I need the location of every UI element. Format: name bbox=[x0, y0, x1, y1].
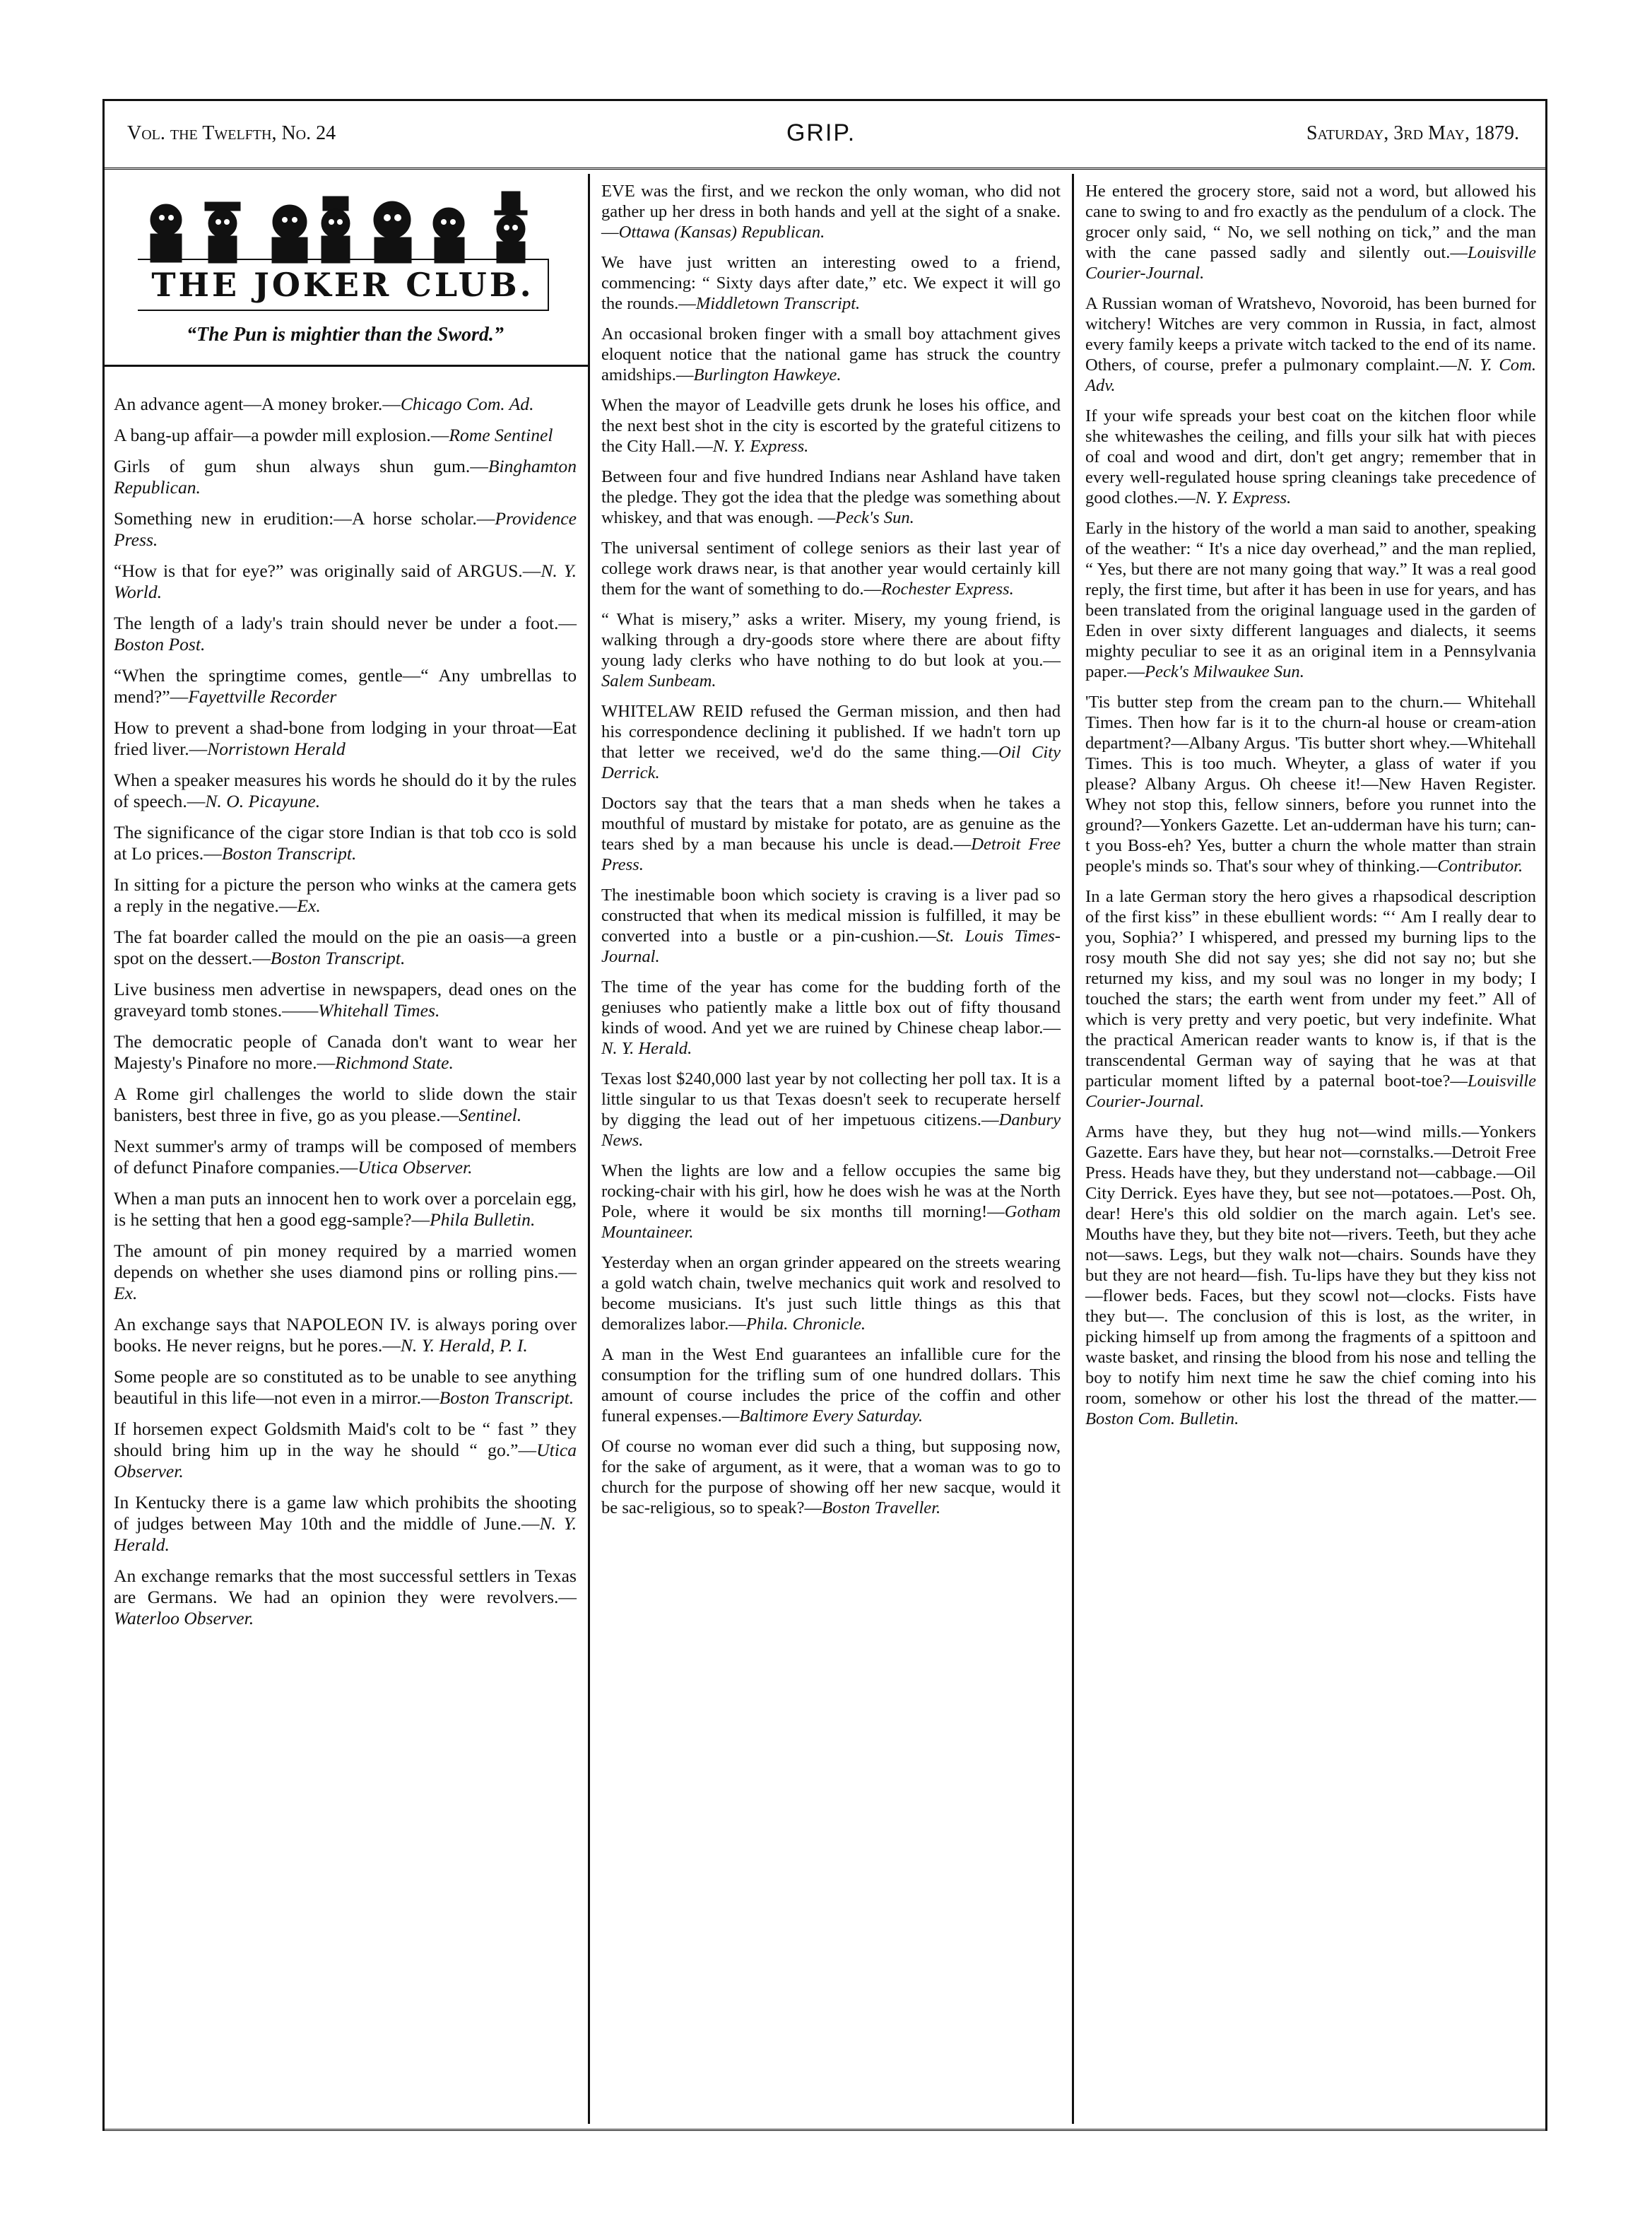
article-text: Between four and five hundred Indians near Ashland have taken the pledge. They got the idea that the pledge was something about whiskey, and that was enough. — bbox=[601, 467, 1061, 527]
article-text: Live business men advertise in newspapers, dead ones on the graveyard tomb stones.—— bbox=[114, 979, 577, 1021]
article-text: A Russian woman of Wratshevo, Novoroid, has been burned for witchery! Witches are very common in Russia, in fact, almost every family keeps a private witch tacked to the end of its name. Others, of course, prefer a pulmonary complaint.— bbox=[1085, 294, 1536, 375]
article-paragraph bbox=[601, 793, 1061, 875]
article-text: When a speaker measures his words he should do it by the rules of speech.— bbox=[114, 770, 577, 811]
article-paragraph bbox=[601, 1436, 1061, 1518]
article-paragraph bbox=[601, 609, 1061, 691]
article-source: Utica Observer. bbox=[358, 1157, 473, 1177]
article-text: In sitting for a picture the person who winks at the camera gets a reply in the negative.— bbox=[114, 874, 577, 916]
column-1 bbox=[102, 174, 590, 2124]
article-paragraph bbox=[601, 324, 1061, 385]
article-text: The universal sentiment of college seniors as their last year of college work draws near, is that another year would certainly kill them for the want of something to do.— bbox=[601, 539, 1061, 599]
article-text: When the lights are low and a fellow occupies the same big rocking-chair with his girl, how he does wish he was at the North Pole, where it would be six months till morning!— bbox=[601, 1161, 1061, 1221]
article-paragraph bbox=[114, 1083, 577, 1126]
article-text: In Kentucky there is a game law which prohibits the shooting of judges between May 10th and the middle of June.— bbox=[114, 1492, 577, 1534]
article-text: Some people are so constituted as to be unable to see anything beautiful in this life—not even in a mirror.— bbox=[114, 1366, 577, 1408]
article-paragraph bbox=[601, 538, 1061, 599]
article-paragraph bbox=[601, 1161, 1061, 1243]
article-source: Rochester Express. bbox=[881, 580, 1014, 599]
article-source: Boston Traveller. bbox=[822, 1498, 941, 1517]
column-3 bbox=[1074, 174, 1547, 2124]
frame-bottom-rule bbox=[102, 2125, 1547, 2131]
article-paragraph bbox=[114, 927, 577, 969]
article-paragraph bbox=[114, 1240, 577, 1304]
article-source: N. Y. Express. bbox=[712, 437, 809, 456]
article-source: Boston Transcript. bbox=[221, 843, 357, 864]
article-source: Ottawa (Kansas) Republican. bbox=[618, 223, 825, 242]
article-source: Rome Sentinel bbox=[449, 425, 553, 445]
article-source: Middletown Transcript. bbox=[695, 294, 861, 313]
article-text: If your wife spreads your best coat on the kitchen floor while she whitewashes the ceiling, and fills your silk hat with pieces of coal and wood and dirt, don't get angry; remember that in every well-regulated house spring cleanings take precedence of good clothes.— bbox=[1085, 406, 1536, 507]
article-paragraph bbox=[114, 770, 577, 812]
article-paragraph bbox=[601, 1344, 1061, 1426]
article-paragraph bbox=[1085, 886, 1536, 1112]
article-source: Louisville Courier-Journal. bbox=[1085, 1071, 1536, 1111]
article-text: Yesterday when an organ grinder appeared on the streets wearing a gold watch chain, twelve mechanics quit work and resolved to become musicians. It's just such little things as this that demoralizes labor.— bbox=[601, 1253, 1061, 1334]
article-source: Baltimore Every Saturday. bbox=[739, 1406, 924, 1426]
columns bbox=[102, 174, 1547, 2124]
article-paragraph bbox=[114, 1419, 577, 1482]
article-source: Contributor. bbox=[1437, 857, 1523, 876]
article-paragraph bbox=[601, 1252, 1061, 1334]
article-paragraph bbox=[114, 613, 577, 655]
article-text: The length of a lady's train should never be under a foot.— bbox=[114, 613, 577, 633]
article-source: N. Y. Herald. bbox=[114, 1513, 577, 1555]
article-paragraph bbox=[114, 665, 577, 707]
article-text: He entered the grocery store, said not a word, but allowed his cane to swing to and fro exactly as the pendulum of a clock. The grocer only said, “ No, we sell nothing on tick,” and the man with the cane passed sadly and silently out.— bbox=[1085, 182, 1536, 262]
article-source: Boston Transcript. bbox=[439, 1387, 574, 1408]
article-text: An exchange says that NAPOLEON IV. is always poring over books. He never reigns, but he pores.— bbox=[114, 1314, 577, 1356]
article-text: “When the springtime comes, gentle—“ Any umbrellas to mend?”— bbox=[114, 665, 577, 707]
article-paragraph bbox=[114, 1566, 577, 1629]
article-paragraph bbox=[114, 1314, 577, 1356]
article-source: Peck's Sun. bbox=[835, 508, 914, 527]
article-paragraph bbox=[114, 1031, 577, 1074]
article-paragraph bbox=[601, 181, 1061, 242]
article-text: Doctors say that the tears that a man sheds when he takes a mouthful of mustard by mistake for potato, are as genuine as the tears shed by a man because his uncle is dead.— bbox=[601, 794, 1061, 854]
article-source: Boston Com. Bulletin. bbox=[1085, 1409, 1239, 1428]
article-text: Arms have they, but they hug not—wind mills.—Yonkers Gazette. Ears have they, but hear not—cornstalks.—Detroit Free Press. Heads have they, but they understand not—cabbage.—Oil City Derrick. Eyes have they, but see not—potatoes.—Post. Oh, dear! Here's this old soldier on the march again. Let's see. Mouths have they, but they bite not—rivers. Teeth, but they ache not—saws. Legs, but they walk not—chairs. Sounds have they but they are not heard—fish. Tu-lips have they but they kiss not—flower beds. Faces, but they scowl not—clocks. Fists have they but—. The conclusion of this is lost, as the writer, in picking himself up from among the fragments of a spittoon and waste basket, and rinsing the blood from his nose and telling the boy to notify him next time he saw the chief coming into his room, somehow or other his lost the thread of the matter.— bbox=[1085, 1122, 1536, 1408]
article-source: Phila Bulletin. bbox=[430, 1209, 536, 1230]
article-paragraph bbox=[114, 560, 577, 603]
article-source: Providence Press. bbox=[114, 508, 577, 550]
article-paragraph bbox=[114, 508, 577, 551]
article-paragraph bbox=[1085, 692, 1536, 876]
article-paragraph bbox=[1085, 181, 1536, 283]
article-source: Ex. bbox=[297, 895, 321, 916]
article-source: N. Y. Com. Adv. bbox=[1085, 356, 1536, 395]
article-text: The democratic people of Canada don't want to wear her Majesty's Pinafore no more.— bbox=[114, 1031, 577, 1073]
article-source: Sentinel. bbox=[459, 1105, 522, 1125]
article-text: When a man puts an innocent hen to work over a porcelain egg, is he setting that hen a good egg-sample?— bbox=[114, 1188, 577, 1230]
article-text: A bang-up affair—a powder mill explosion.— bbox=[114, 425, 449, 445]
article-text: When the mayor of Leadville gets drunk he loses his office, and the next best shot in the city is escorted by the grateful citizens to the City Hall.— bbox=[601, 396, 1061, 456]
issue-date: Saturday, 3rd May, 1879. bbox=[1306, 122, 1519, 144]
article-paragraph bbox=[114, 425, 577, 446]
article-source: Peck's Milwaukee Sun. bbox=[1145, 662, 1304, 681]
article-text: WHITELAW REID refused the German mission, and then had his correspondence declining it published. If we hadn't torn up that letter we received, we'd do the same thing.— bbox=[601, 702, 1061, 762]
column-2 bbox=[590, 174, 1074, 2124]
article-paragraph bbox=[114, 1188, 577, 1230]
article-source: N. Y. World. bbox=[114, 560, 577, 602]
article-source: N. Y. Herald. bbox=[601, 1039, 692, 1058]
article-text: In a late German story the hero gives a rhapsodical description of the first kiss” in these ebullient words: “‘ Am I really dear to you, Sophia?’ I whispered, and pressed my burning lips to the rosy mouth She did not say yes; she did not say no; but she returned my kiss, and my soul was no longer in my body; I touched the stars; the earth went from under my feet.” All of which is very pretty and very poetic, but very indefinite. What the practical American reader wants to know is, if that is the transcendental German way of saying that he was at that particular moment lifted by a paternal boot-toe?— bbox=[1085, 887, 1536, 1091]
article-paragraph bbox=[114, 456, 577, 498]
article-text: 'Tis butter step from the cream pan to the churn.— Whitehall Times. Then how far is it to the churn-al house or cream-ation department?—Albany Argus. 'Tis butter short whey.—Whitehall Times. This is too much. Wheyter, a glass of water if you please? Albany Argus. Oh cheese it!—New Haven Register. Whey not stop this, fellow sinners, before you runnet into the ground?—Yonkers Gazette. Let an-udderman have his turn; can-t you Boss-eh? Yes, butter a churn the whole matter than strain people's minds so. That's sour whey of thinking.— bbox=[1085, 693, 1536, 876]
article-source: St. Louis Times-Journal. bbox=[601, 927, 1061, 966]
article-paragraph bbox=[601, 466, 1061, 528]
joker-club-masthead bbox=[102, 174, 588, 367]
article-text: EVE was the first, and we reckon the only woman, who did not gather up her dress in both hands and yell at the sight of a snake.— bbox=[601, 182, 1061, 242]
article-paragraph bbox=[114, 1492, 577, 1556]
article-source: Utica Observer. bbox=[114, 1440, 577, 1481]
article-source: Salem Sunbeam. bbox=[601, 671, 716, 691]
article-text: If horsemen expect Goldsmith Maid's colt to be “ fast ” they should bring him up in the way he should “ go.”— bbox=[114, 1419, 577, 1460]
publication-title: GRIP. bbox=[786, 119, 856, 146]
article-source: Danbury News. bbox=[601, 1110, 1061, 1150]
article-paragraph bbox=[601, 701, 1061, 783]
article-paragraph bbox=[114, 1366, 577, 1409]
article-source: Waterloo Observer. bbox=[114, 1608, 254, 1628]
article-text: The time of the year has come for the budding forth of the geniuses who patiently make a little box out of fifty thousand kinds of wood. And yet we are ruined by Chinese cheap labor.— bbox=[601, 977, 1061, 1038]
article-source: Oil City Derrick. bbox=[601, 743, 1061, 782]
article-paragraph bbox=[1085, 406, 1536, 508]
article-text: Next summer's army of tramps will be composed of members of defunct Pinafore companies.— bbox=[114, 1136, 577, 1177]
article-text: Of course no woman ever did such a thing, but supposing now, for the sake of argument, as it were, that a woman was to go to church for the purpose of showing off her new sacque, would it be sac-religious, so to speak?— bbox=[601, 1437, 1061, 1517]
article-paragraph bbox=[114, 874, 577, 917]
newspaper-page bbox=[102, 99, 1547, 2131]
article-paragraph bbox=[601, 1069, 1061, 1151]
article-source: Gotham Mountaineer. bbox=[601, 1202, 1061, 1242]
article-source: Richmond State. bbox=[335, 1052, 454, 1073]
article-source: N. Y. Herald, P. I. bbox=[400, 1335, 528, 1356]
article-text: The amount of pin money required by a married women depends on whether she uses diamond pins or rolling pins.— bbox=[114, 1240, 577, 1282]
column-1-items bbox=[114, 367, 577, 1629]
article-source: Boston Transcript. bbox=[270, 948, 406, 968]
article-source: Ex. bbox=[114, 1283, 138, 1303]
column-3-items bbox=[1085, 181, 1536, 1429]
article-paragraph bbox=[114, 1136, 577, 1178]
article-paragraph bbox=[601, 885, 1061, 967]
article-source: Chicago Com. Ad. bbox=[400, 394, 534, 414]
article-paragraph bbox=[1085, 1122, 1536, 1429]
joker-club-motto: “The Pun is mightier than the Sword.” bbox=[187, 324, 504, 346]
article-text: The significance of the cigar store Indian is that tob cco is sold at Lo prices.— bbox=[114, 822, 577, 864]
article-paragraph bbox=[1085, 293, 1536, 396]
article-text: Something new in erudition:—A horse scholar.— bbox=[114, 508, 495, 529]
article-source: Detroit Free Press. bbox=[601, 835, 1061, 874]
article-text: “How is that for eye?” was originally said of ARGUS.— bbox=[114, 560, 541, 581]
article-source: Norristown Herald bbox=[207, 739, 346, 759]
article-paragraph bbox=[114, 822, 577, 864]
article-source: Whitehall Times. bbox=[318, 1000, 440, 1021]
article-text: We have just written an interesting owed to a friend, commencing: “ Sixty days after date,” etc. We expect it will go the rounds.— bbox=[601, 253, 1061, 313]
article-source: Boston Post. bbox=[114, 634, 206, 654]
article-text: The fat boarder called the mould on the pie an oasis—a green spot on the dessert.— bbox=[114, 927, 577, 968]
volume-number: Vol. the Twelfth, No. 24 bbox=[127, 122, 336, 144]
article-source: Phila. Chronicle. bbox=[745, 1315, 866, 1334]
article-text: An occasional broken finger with a small boy attachment gives eloquent notice that the national game has struck the country amidships.— bbox=[601, 324, 1061, 384]
article-source: Burlington Hawkeye. bbox=[693, 365, 842, 384]
article-source: N. O. Picayune. bbox=[205, 791, 321, 811]
column-2-items bbox=[601, 181, 1061, 1518]
article-text: An advance agent—A money broker.— bbox=[114, 394, 401, 414]
article-source: N. Y. Express. bbox=[1195, 488, 1292, 507]
jokers-illustration bbox=[138, 188, 562, 266]
article-paragraph bbox=[601, 977, 1061, 1059]
article-text: A man in the West End guarantees an infallible cure for the consumption for the trifling sum of one hundred dollars. This amount of course includes the price of the coffin and other funeral expenses.— bbox=[601, 1345, 1061, 1426]
page-header bbox=[102, 99, 1547, 170]
article-paragraph bbox=[114, 717, 577, 760]
article-text: Early in the history of the world a man said to another, speaking of the weather: “ It's a nice day overhead,” and the man replied, “ Yes, but there are not many going that way.” It was a real good reply, the first time, but after it has been in use for years, and has been translated from the original language used in the garden of Eden in over sixty different languages and dialects, it seems mighty peculiar to see it as an original item in a Pennsylvania paper.— bbox=[1085, 519, 1536, 681]
article-text: How to prevent a shad-bone from lodging in your throat—Eat fried liver.— bbox=[114, 717, 577, 759]
article-paragraph bbox=[114, 979, 577, 1021]
article-source: Louisville Courier-Journal. bbox=[1085, 243, 1536, 283]
article-paragraph bbox=[114, 394, 577, 415]
article-source: Fayettville Recorder bbox=[188, 686, 337, 707]
article-text: Texas lost $240,000 last year by not collecting her poll tax. It is a little singular to us that Texas doesn't seek to recuperate herself by digging the lead out of her impetuous citizens.— bbox=[601, 1069, 1061, 1129]
article-text: “ What is misery,” asks a writer. Misery, my young friend, is walking through a dry-goods store where there are about fifty young lady clerks who have nothing to do but look at you.— bbox=[601, 610, 1061, 670]
article-text: The inestimable boon which society is craving is a liver pad so constructed that when its medical mission is fulfilled, it may be converted into a bustle or a pin-cushion.— bbox=[601, 886, 1061, 946]
joker-club-title: THE JOKER CLUB. bbox=[138, 259, 549, 311]
article-source: Binghamton Republican. bbox=[114, 456, 577, 498]
article-text: An exchange remarks that the most successful settlers in Texas are Germans. We had an opinion they were revolvers.— bbox=[114, 1566, 577, 1607]
article-paragraph bbox=[601, 395, 1061, 457]
article-paragraph bbox=[601, 252, 1061, 314]
article-paragraph bbox=[1085, 518, 1536, 682]
article-text: A Rome girl challenges the world to slide down the stair banisters, best three in five, go as you please.— bbox=[114, 1083, 577, 1125]
article-text: Girls of gum shun always shun gum.— bbox=[114, 456, 488, 476]
